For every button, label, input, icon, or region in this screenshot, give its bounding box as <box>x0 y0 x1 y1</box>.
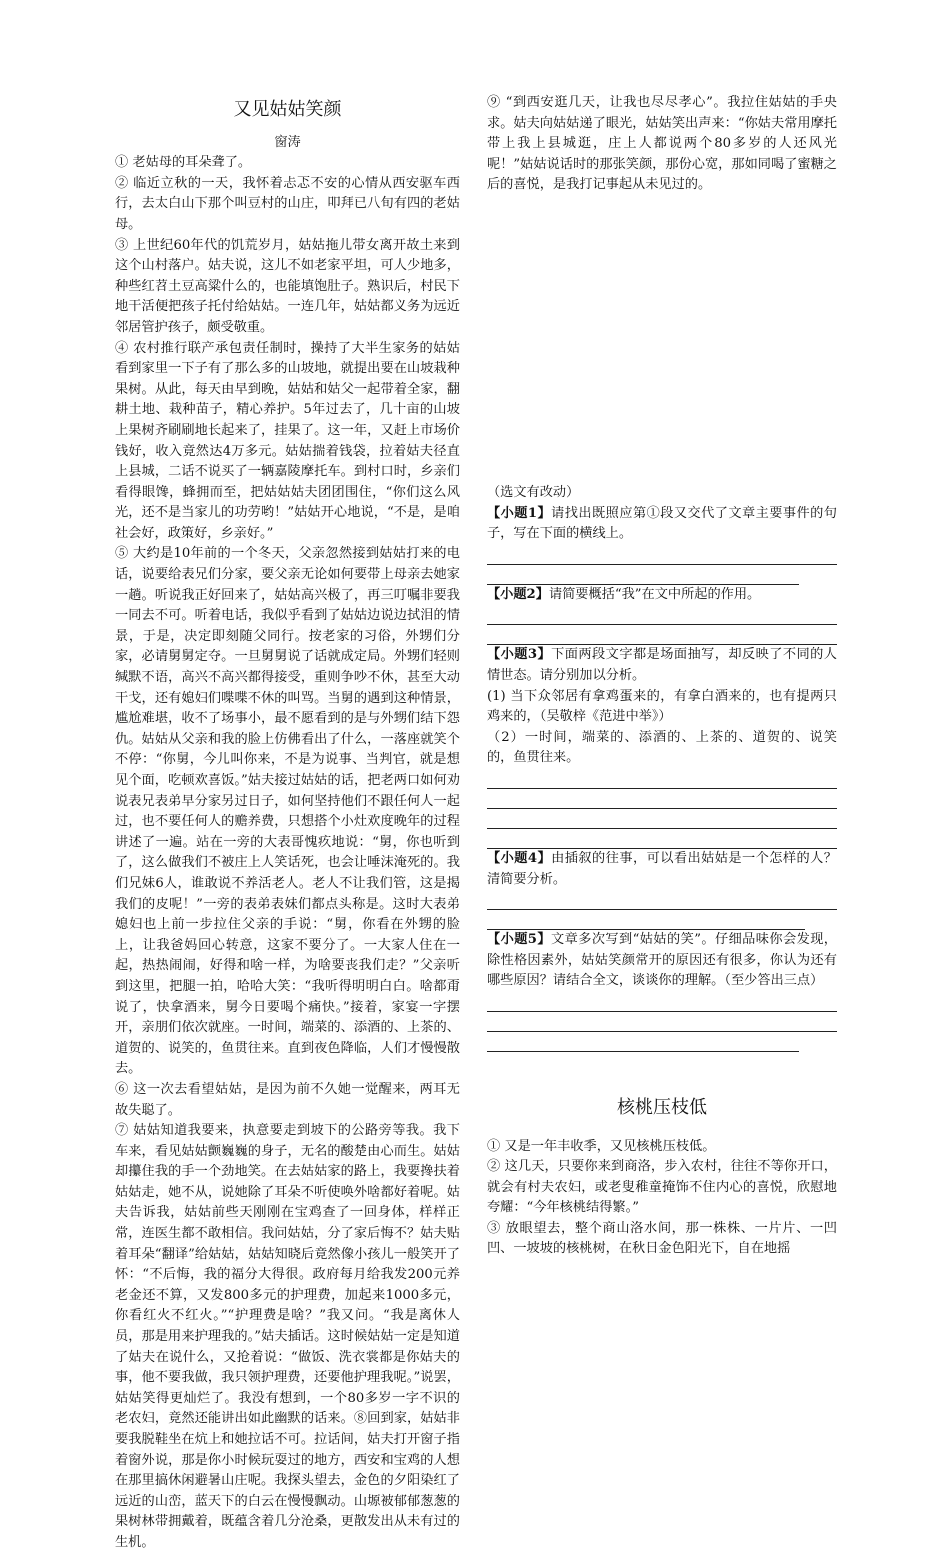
question-3-sub-1: (1) 当下众邻居有拿鸡蛋来的，有拿白酒来的，也有提两只鸡来的，（吴敬梓《范进中举》） <box>487 688 837 725</box>
answer-line[interactable] <box>487 829 837 849</box>
article-2-title: 核桃压枝低 <box>617 1096 707 1118</box>
article-2-paragraph-2: ② 这几天，只要你来到商洛，步入农村，往往不等你开口，就会有村夫农妇，或老叟稚童掩饰不住内心的喜悦，欣慰地夸耀：“今年核桃结得繁。” <box>487 1159 837 1216</box>
paragraph-3: ③ 上世纪60年代的饥荒岁月，姑姑拖儿带女离开故土来到这个山村落户。姑夫说，这儿不如老家平坦，可人少地多，种些红苕土豆高粱什么的，也能填饱肚子。熟识后，村民下地干活便把孩子托付给姑姑。一连几年，姑姑都义务为远近邻居管护孩子，颇受敬重。 <box>115 237 460 335</box>
paragraph-1: ① 老姑母的耳朵聋了。 <box>115 155 252 171</box>
question-5: 【小题5】文章多次写到“姑姑的笑”。仔细品味你会发现，除性格因素外，姑姑笑颜常开的原因还有很多，你认为还有哪些原因？请结合全文，谈谈你的理解。（至少答出三点） <box>487 932 837 989</box>
paragraph-6: ⑥ 这一次去看望姑姑，是因为前不久她一觉醒来，两耳无故失聪了。 <box>115 1081 460 1118</box>
answer-line[interactable] <box>487 605 837 625</box>
article-author: 窗涛 <box>274 134 301 150</box>
paragraph-7-continued <box>487 93 837 483</box>
answer-line[interactable] <box>487 1032 799 1052</box>
question-3: 【小题3】下面两段文字都是场面抽写，却反映了不同的人情世态。请分别加以分析。 <box>487 647 837 683</box>
source-note: （选文有改动） <box>487 485 580 500</box>
paragraph-9: ⑨ “到西安逛几天，让我也尽尽孝心”。我拉住姑姑的手央求。姑夫向姑姑递了眼光，姑姑笑出声来：“你姑夫常用摩托带上我上县城逛，庄上人都说两个80多岁的人还风光呢！”姑姑说话时的那张笑颜，那份心宽，那如同喝了蜜糖之后的喜悦，是我打记事起从未见过的。 <box>487 95 837 193</box>
answer-line[interactable] <box>487 1012 837 1032</box>
answer-line[interactable] <box>487 992 837 1012</box>
answer-line[interactable] <box>487 910 805 930</box>
answer-line[interactable] <box>487 789 837 809</box>
question-1: 【小题1】请找出既照应第①段又交代了文章主要事件的句子，写在下面的横线上。 <box>487 505 837 542</box>
answer-line[interactable] <box>487 890 837 910</box>
answer-line[interactable] <box>487 809 837 829</box>
right-column <box>487 0 837 1260</box>
article-2-paragraph-1: ① 又是一年丰收季，又见核桃压枝低。 <box>487 1138 716 1154</box>
left-column <box>115 0 460 1554</box>
paragraph-7: ⑦ 姑姑知道我要来，执意要走到坡下的公路旁等我。我下车来，看见姑姑颤巍巍的身子，无名的酸楚由心而生。姑姑却攥住我的手一个劲地笑。在去姑姑家的路上，我要搀扶着姑姑走，她不从，说她除了耳朵不听使唤外啥都好着呢。姑夫告诉我，姑姑前些天刚刚在宝鸡查了一回身体，样样正常，连医生都不敢相信。我问姑姑，分了家后悔不？姑夫贴着耳朵“翻译”给姑姑，姑姑知晓后竟然像小孩儿一般笑开了怀：“不后悔，我的福分大得很。政府每月给我发200元养老金还不算，又发800多元的护理费，加起来1000多元，你看红火不红火。”“护理费是啥？”我又问。“我是离休人员，那是用来护理我的。”姑夫插话。这时候姑姑一定是知道了姑夫在说什么，又抢着说：“做饭、洗衣裳都是你姑夫的事，他不要我做，我只领护理费，还要他护理我呢。”说罢，姑姑笑得更灿烂了。我没有想到，一个80多岁一字不识的老农妇，竟然还能讲出如此幽默的话来。⑧回到家，姑姑非要我脱鞋坐在炕上和她拉话不可。拉话间，姑夫打开窗子指着窗外说，那是你小时候玩耍过的地方，西安和宝鸡的人想在那里搞休闲避暑山庄呢。我探头望去，金色的夕阳染红了远近的山峦，蓝天下的白云在慢慢飘动。山塬被郁郁葱葱的果树林带拥戴着，既蕴含着几分沧桑，更散发出从未有过的生机。 <box>115 1123 460 1550</box>
article-title: 又见姑姑笑颜 <box>233 99 342 120</box>
question-2: 【小题2】请简要概括“我”在文中所起的作用。 <box>487 586 761 602</box>
article-2-paragraph-3: ③ 放眼望去，整个商山洛水间，那一株株、一片片、一凹凹、一坡坡的核桃树，在秋日金色阳光下，自在地摇 <box>487 1220 837 1257</box>
paragraph-2: ② 临近立秋的一天，我怀着忐忑不安的心情从西安驱车西行，去太白山下那个叫豆村的山庄，叩拜已八旬有四的老姑母。 <box>115 175 460 232</box>
answer-line[interactable] <box>487 625 837 645</box>
answer-line[interactable] <box>487 769 837 789</box>
paragraph-5: ⑤ 大约是10年前的一个冬天，父亲忽然接到姑姑打来的电话，说要给表兄们分家，要父亲无论如何要带上母亲去她家一趟。听说我正好回来了，姑姑高兴极了，再三叮嘱非要我一同去不可。听着电话，我似乎看到了姑姑边说边拭泪的情景，于是，决定即刻随父同行。按老家的习俗，外甥们分家，必请舅舅定夺。一旦舅舅说了话就成定局。外甥们轻则缄默不语，高兴不高兴都得接受，重则争吵不休，甚至大动干戈，还有媳妇们喋喋不休的叫骂。当舅的遇到这种情景，尴尬难堪，收不了场事小，最不愿看到的是与外甥们结下怨仇。姑姑从父亲和我的脸上仿佛看出了什么，一落座就笑个不停：“你舅，今儿叫你来，不是为说事、当判官，就是想见个面，吃顿欢喜饭。”姑夫接过姑姑的话，把老两口如何劝说表兄表弟早分家另过日子，如何坚持他们不跟任何人一起过，也不要任何人的赡养费，只想搭个小灶欢度晚年的过程讲述了一遍。站在一旁的大表哥愧疚地说：“舅，你也听到了，这么做我们不被庄上人笑话死，也会让唾沫淹死的。我们兄妹6人，谁敢说不养活老人。老人不让我们管，这是揭我们的皮呢！”一旁的表弟表妹们都点头称是。这时大表弟媳妇也上前一步拉住父亲的手说：“舅，你看在外甥的脸上，让我爸妈回心转意，这家不要分了。一大家人住在一起，热热闹闹，好得和啥一样，为啥要丧我们走？”父亲听到这里，把腿一拍，哈哈大笑：“我听得明明白白。啥都甭说了，快拿酒来，舅今日要喝个痛快。”接着，家宴一字摆开，亲朋们依次就座。一时间，端菜的、添酒的、上茶的、道贺的、说笑的，鱼贯往来。直到夜色降临，人们才慢慢散去。 <box>115 546 460 1077</box>
answer-line[interactable] <box>487 545 837 565</box>
answer-line[interactable] <box>487 565 799 585</box>
question-4: 【小题4】由插叙的往事，可以看出姑姑是一个怎样的人？清简要分析。 <box>487 850 837 887</box>
paragraph-4: ④ 农村推行联产承包责任制时，操持了大半生家务的姑姑看到家里一下子有了那么多的山坡地，就提出要在山坡栽种果树。从此，每天由早到晚，姑姑和姑父一起带着全家，翻耕土地、栽种苗子，精心养护。5年过去了，几十亩的山坡上果树齐刷刷地长起来了，挂果了。这一年，又赶上市场价钱好，收入竟然达4万多元。姑姑揣着钱袋，拉着姑夫径直上县城，二话不说买了一辆嘉陵摩托车。到村口时，乡亲们看得眼馋，蜂拥而至，把姑姑姑夫团团围住，“你们这么风光，还不是当家儿的功劳哟！”姑姑开心地说，“不是，是咱社会好，政策好，乡亲好。” <box>115 340 460 541</box>
question-3-sub-2: （2）一时间，端菜的、添酒的、上茶的、道贺的、说笑的，鱼贯往来。 <box>487 729 837 766</box>
